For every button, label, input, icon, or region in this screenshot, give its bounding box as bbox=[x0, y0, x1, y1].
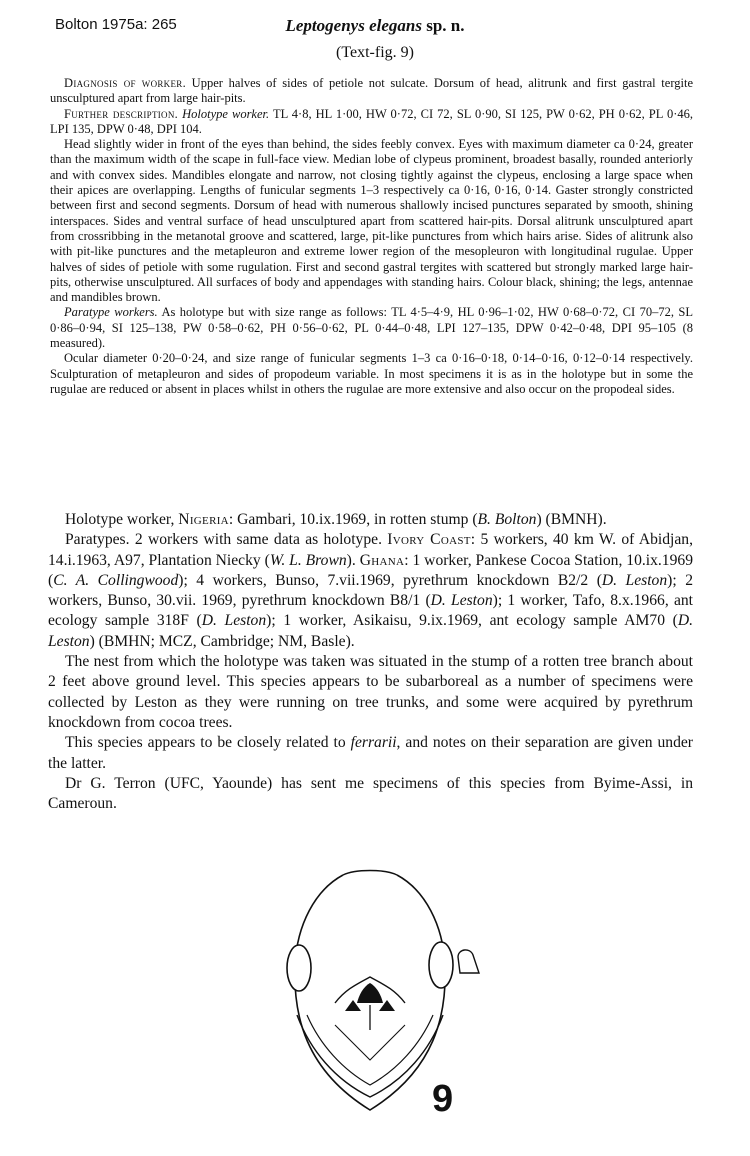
mandible-overlap bbox=[335, 1025, 405, 1060]
morphology-paragraph: Head slightly wider in front of the eyes than behind, the sides feebly convex. Eyes with maximum diameter ca 0·24, greater than the maximum width of the scape in full-face view. Median lobe of clypeus prominent, broadest basally, rounded anteriorly and with convex sides. Mandibles elongate and narrow, not closing tightly against the clypeus, enclosing a large space when their apices are overlapping. Lengths of funicular segments 1–3 respectively ca 0·16, 0·16, 0·14. Gaster strongly constricted between first and second segments. Dorsum of head with numerous shallowly incised punctures separated by smooth, shining interspaces. Sides and ventral surface of head unsculptured apart from scattered hair-pits. Dorsal alitrunk unsculptured apart from crossribbing in the metanotal groove and scattered, large, pit-like punctures from which hairs arise. Sides of alitrunk also with pit-like punctures and the metapleuron and extreme lower region of the mesopleuron with longitudinal rugulae. Upper halves of sides of petiole with some rugulation. First and second gastral tergites with scattered but strongly marked large hair-pits, otherwise unsculptured. All surfaces of body and appendages with standing hairs. Colour black, shining; the legs, antennae and mandibles brown. bbox=[50, 137, 693, 305]
species-reference: ferrarii bbox=[350, 734, 397, 752]
holotype-label: Holotype worker. bbox=[182, 106, 270, 121]
collector: B. Bolton bbox=[477, 511, 537, 528]
right-eye bbox=[429, 942, 453, 988]
diagnosis-paragraph bbox=[50, 76, 693, 107]
holotype-measurements: TL 4·8, HL 1·00, HW 0·72, CI 72, SL 0·90, SI 125, PW 0·62, PH 0·62, PL 0·46, LPI 135, DPW 0·48, DPI 104. bbox=[50, 106, 694, 136]
page-title bbox=[0, 16, 750, 36]
country-nigeria: Nigeria bbox=[178, 511, 229, 528]
occipital-margin bbox=[343, 871, 397, 876]
nest-paragraph: The nest from which the holotype was taken was situated in the stump of a rotten tree branch about 2 feet above ground level. This species appears to be subarboreal as a number of specimens were collected by Leston as they were running on tree trunks, and some were acquired by pyrethrum knockdown from cocoa trees. bbox=[48, 653, 693, 731]
eye-profile bbox=[458, 950, 479, 973]
relationship-paragraph: This species appears to be closely related to ferrarii, and notes on their separation are given under the latter. bbox=[48, 734, 693, 772]
terron-paragraph: Dr G. Terron (UFC, Yaounde) has sent me specimens of this species from Byime-Assi, in Cameroun. bbox=[48, 774, 693, 813]
paratype-paragraph bbox=[50, 305, 693, 351]
country-ghana: Ghana bbox=[359, 551, 405, 569]
species-name: Leptogenys elegans bbox=[285, 16, 422, 35]
material-block bbox=[48, 510, 693, 814]
species-suffix: sp. n. bbox=[426, 16, 465, 35]
paratype-text: As holotype but with size range as follows: TL 4·5–4·9, HL 0·96–1·02, HW 0·68–0·72, CI 70–72, SL 0·86–0·94, SI 125–138, PW 0·58–0·62, PH 0·56–0·62, PL 0·44–0·48, LPI 127–135, DPW 0·42–0·48, DPI 95–105 (8 measured). bbox=[50, 305, 693, 351]
further-description-paragraph bbox=[50, 107, 693, 138]
collector: C. A. Collingwood bbox=[53, 571, 179, 589]
head-figure bbox=[275, 865, 515, 1125]
ant-head-drawing bbox=[275, 865, 515, 1125]
collector: W. L. Brown bbox=[269, 551, 347, 569]
diagnosis-label: Diagnosis of worker. bbox=[64, 76, 186, 90]
clypeal-lobe bbox=[357, 983, 383, 1003]
collector: D. Leston bbox=[430, 592, 493, 610]
paratype-label: Paratype workers. bbox=[64, 305, 158, 320]
figure-number: 9 bbox=[432, 1078, 454, 1120]
paratypes-paragraph: Paratypes. 2 workers with same data as holotype. Ivory Coast: 5 workers, 40 km W. of Abidjan, 14.i.1963, A97, Plantation Niecky (W. L. Brown). Ghana: 1 worker, Pankese Cocoa Station, 10.ix.1969 (C. A. Collingwood); 4 workers, Bunso, 7.vii.1969, pyrethrum knockdown B2/2 (D. Leston); 2 workers, Bunso, 30.vii. 1969, pyrethrum knockdown B8/1 (D. Leston); 1 worker, Tafo, 8.x.1966, ant ecology sample 318F (D. Leston); 1 worker, Asikaisu, 9.ix.1969, ant ecology sample AM70 (D. Leston) (BMHN; MCZ, Cambridge; NM, Basle). bbox=[48, 531, 694, 650]
citation: Bolton 1975a: 265 bbox=[55, 16, 177, 33]
country-ivory-coast: Ivory Coast bbox=[387, 531, 471, 549]
further-description-label: Further description. bbox=[64, 106, 179, 121]
description-block bbox=[50, 76, 693, 397]
diagnosis-text: Upper halves of sides of petiole not sulcate. Dorsum of head, alitrunk and first gastral tergite unsculptured apart from large hair-pits. bbox=[50, 76, 693, 106]
holotype-paragraph: Holotype worker, Nigeria: Gambari, 10.ix.1969, in rotten stump (B. Bolton) (BMNH). bbox=[65, 511, 607, 528]
ocular-paragraph: Ocular diameter 0·20–0·24, and size range of funicular segments 1–3 ca 0·16–0·18, 0·14–0·16, 0·12–0·14 respectively. Sculpturation of metapleuron and sides of propodeum variable. In most specimens it is as in the holotype but in some the rugulae are reduced or absent in places whilst in others the rugulae are more extensive and also occur on the propodeal sides. bbox=[50, 351, 693, 396]
collector: D. Leston bbox=[601, 571, 668, 589]
left-eye bbox=[287, 945, 311, 991]
collector: D. Leston bbox=[201, 612, 267, 630]
text-fig-reference: (Text-fig. 9) bbox=[336, 44, 414, 61]
collector: D. Leston bbox=[48, 612, 694, 650]
